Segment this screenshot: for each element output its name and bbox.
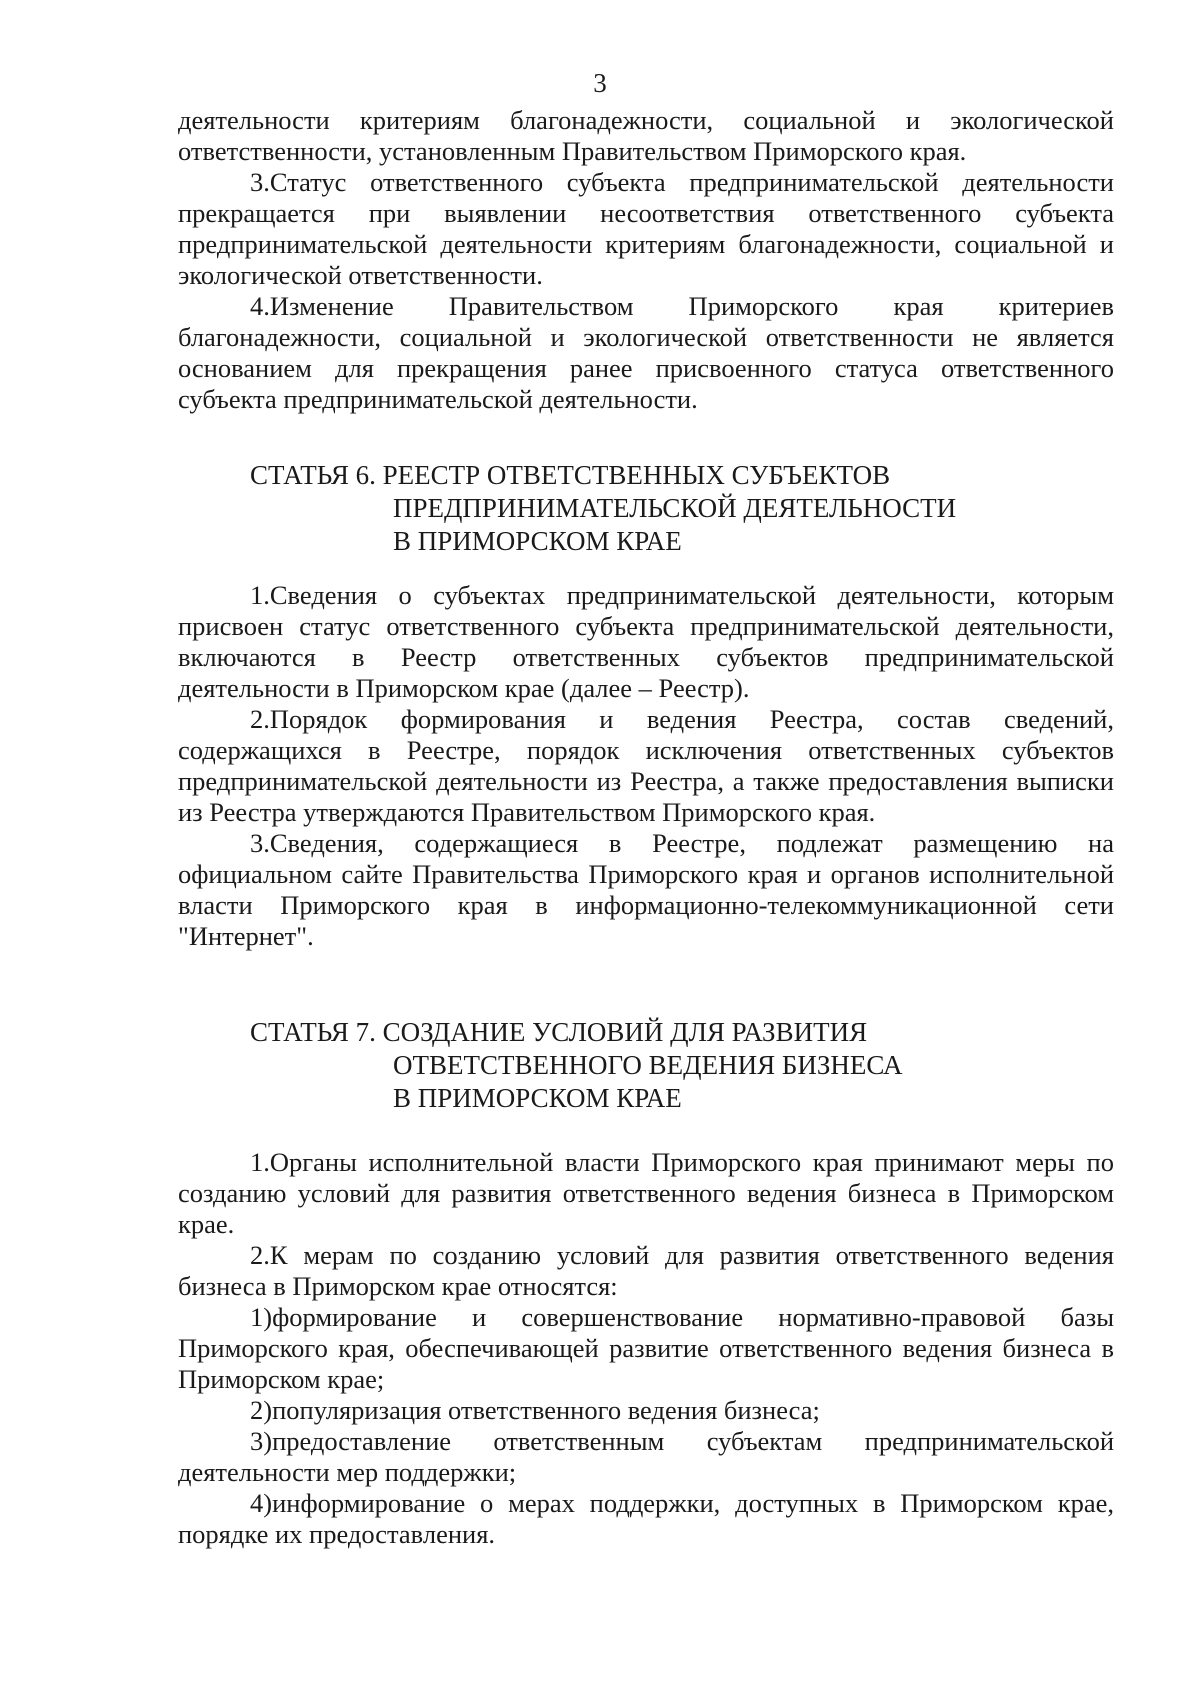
paragraph: 3.Сведения, содержащиеся в Реестре, подлежат размещению на официальном сайте Правительства Приморского края и органов исполнительной власти Приморского края в информационно-телекоммуникационной сети "Интернет". [178,828,1114,951]
article7-body [178,1147,1114,1550]
list-item: 3)предоставление ответственным субъектам предпринимательской деятельности мер поддержки; [178,1426,1114,1487]
heading-line: В ПРИМОРСКОМ КРАЕ [393,1083,682,1113]
paragraph: 1.Сведения о субъектах предпринимательской деятельности, которым присвоен статус ответственного субъекта предпринимательской деятельности, включаются в Реестр ответственных субъектов предпринимательской деятельности в Приморском крае (далее – Реестр). [178,580,1114,703]
list-item: 1)формирование и совершенствование нормативно-правовой базы Приморского края, обеспечивающей развитие ответственного ведения бизнеса в Приморском крае; [178,1302,1114,1394]
paragraph: 4.Изменение Правительством Приморского края критериев благонадежности, социальной и экологической ответственности не является основанием для прекращения ранее присвоенного статуса ответственного субъекта предпринимательской деятельности. [178,291,1114,414]
article6-body [178,580,1114,952]
article6-heading [250,459,1050,558]
heading-line: СТАТЬЯ 6. РЕЕСТР ОТВЕТСТВЕННЫХ СУБЪЕКТОВ [250,460,891,490]
heading-line: ПРЕДПРИНИМАТЕЛЬСКОЙ ДЕЯТЕЛЬНОСТИ [393,493,957,523]
paragraph: 1.Органы исполнительной власти Приморского края принимают меры по созданию условий для развития ответственного ведения бизнеса в Приморском крае. [178,1147,1114,1239]
list-item: 2)популяризация ответственного ведения бизнеса; [250,1395,820,1425]
page-number: 3 [593,68,607,98]
paragraph: деятельности критериям благонадежности, социальной и экологической ответственности, установленным Правительством Приморского края. [178,105,1114,166]
article5-continuation [178,105,1114,415]
heading-line: СТАТЬЯ 7. СОЗДАНИЕ УСЛОВИЙ ДЛЯ РАЗВИТИЯ [250,1017,868,1047]
paragraph: 3.Статус ответственного субъекта предпринимательской деятельности прекращается при выявлении несоответствия ответственного субъекта предпринимательской деятельности критериям благонадежности, социальной и экологической ответственности. [178,167,1114,290]
article7-heading [250,1016,1050,1115]
heading-line: В ПРИМОРСКОМ КРАЕ [393,526,682,556]
heading-line: ОТВЕТСТВЕННОГО ВЕДЕНИЯ БИЗНЕСА [393,1050,903,1080]
list-item: 4)информирование о мерах поддержки, доступных в Приморском крае, порядке их предоставления. [178,1488,1114,1549]
paragraph: 2.Порядок формирования и ведения Реестра, состав сведений, содержащихся в Реестре, порядок исключения ответственных субъектов предпринимательской деятельности из Реестра, а также предоставления выписки из Реестра утверждаются Правительством Приморского края. [178,704,1114,827]
paragraph: 2.К мерам по созданию условий для развития ответственного ведения бизнеса в Приморском крае относятся: [178,1240,1114,1301]
